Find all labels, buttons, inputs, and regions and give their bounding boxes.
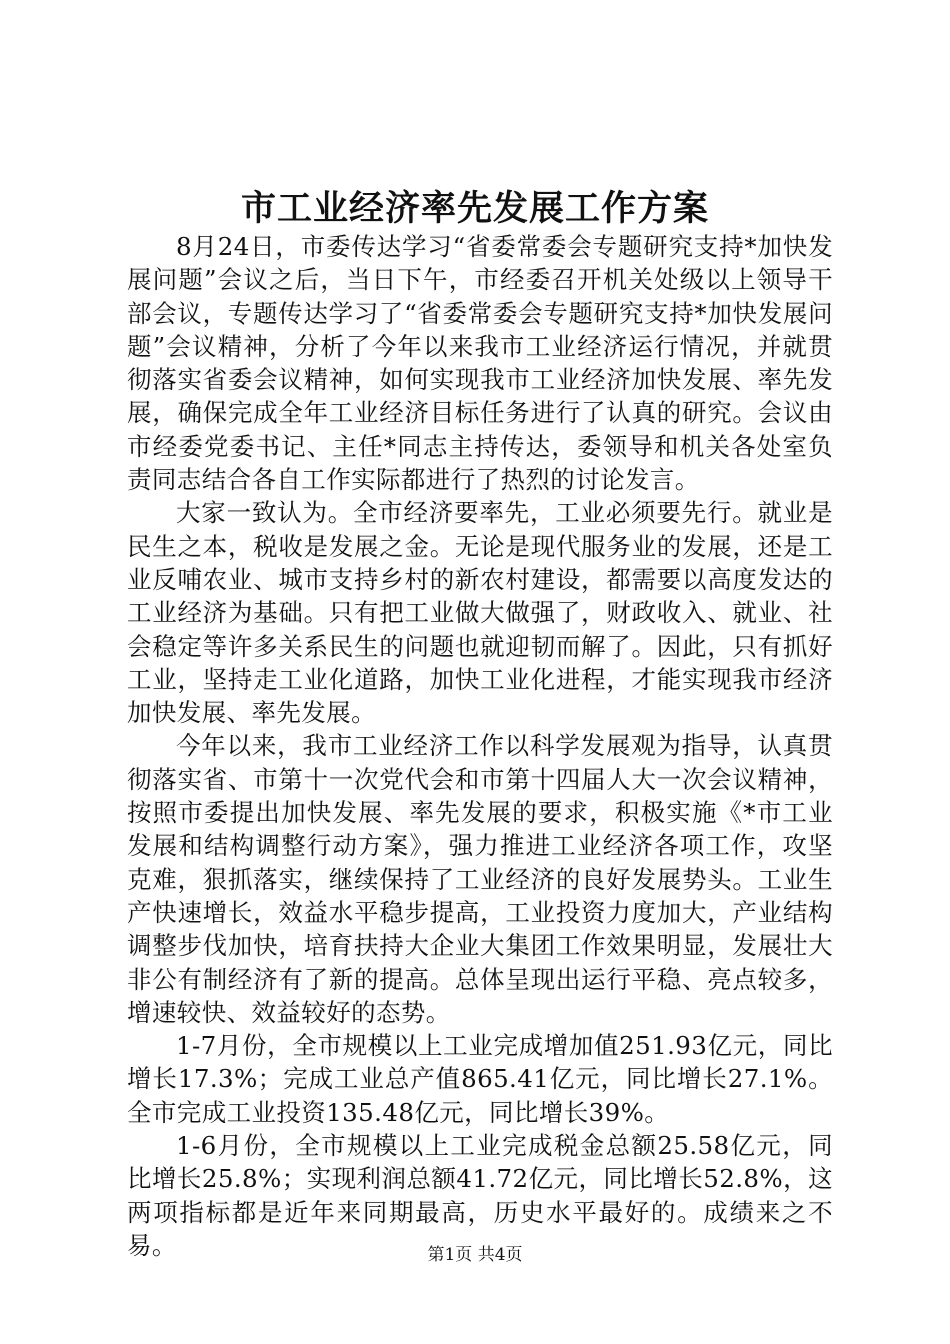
paragraph-jan-jun-stats: 1-6月份，全市规模以上工业完成税金总额25.58亿元，同比增长25.8%；实现利润总额41.72亿元，同比增长52.8%，这两项指标都是近年来同期最高，历史水平最好的。成绩来之不易。 [127, 1131, 833, 1260]
paragraph-jan-jul-stats: 1-7月份，全市规模以上工业完成增加值251.93亿元，同比增长17.3%；完成工业总产值865.41亿元，同比增长27.1%。全市完成工业投资135.48亿元，同比增长39%。 [127, 1031, 833, 1127]
document-body [127, 230, 833, 1262]
paragraph-consensus: 大家一致认为。全市经济要率先，工业必须要先行。就业是民生之本，税收是发展之金。无论是现代服务业的发展，还是工业反哺农业、城市支持乡村的新农村建设，都需要以高度发达的工业经济为基础。只有把工业做大做强了，财政收入、就业、社会稳定等许多关系民生的问题也就迎韧而解了。因此，只有抓好工业，坚持走工业化道路，加快工业化进程，才能实现我市经济加快发展、率先发展。 [127, 498, 833, 728]
paragraph-meeting-summary: 8月24日，市委传达学习“省委常委会专题研究支持*加快发展问题”会议之后，当日下午，市经委召开机关处级以上领导干部会议，专题传达学习了“省委常委会专题研究支持*加快发展问题”会议精神，分析了今年以来我市工业经济运行情况，并就贯彻落实省委会议精神，如何实现我市工业经济加快发展、率先发展，确保完成全年工业经济目标任务进行了认真的研究。会议由市经委党委书记、主任*同志主持传达，委领导和机关各处室负责同志结合各自工作实际都进行了热烈的讨论发言。 [127, 232, 833, 495]
page-number-footer: 第1页 共4页 [427, 1245, 523, 1265]
document-title: 市工业经济率先发展工作方案 [240, 188, 709, 229]
paragraph-progress: 今年以来，我市工业经济工作以科学发展观为指导，认真贯彻落实省、市第十一次党代会和市第十四届人大一次会议精神，按照市委提出加快发展、率先发展的要求，积极实施《*市工业发展和结构调整行动方案》，强力推进工业经济各项工作，攻坚克难，狠抓落实，继续保持了工业经济的良好发展势头。工业生产快速增长，效益水平稳步提高，工业投资力度加大，产业结构调整步伐加快，培育扶持大企业大集团工作效果明显，发展壮大非公有制经济有了新的提高。总体呈现出运行平稳、亮点较多，增速较快、效益较好的态势。 [127, 731, 833, 1027]
